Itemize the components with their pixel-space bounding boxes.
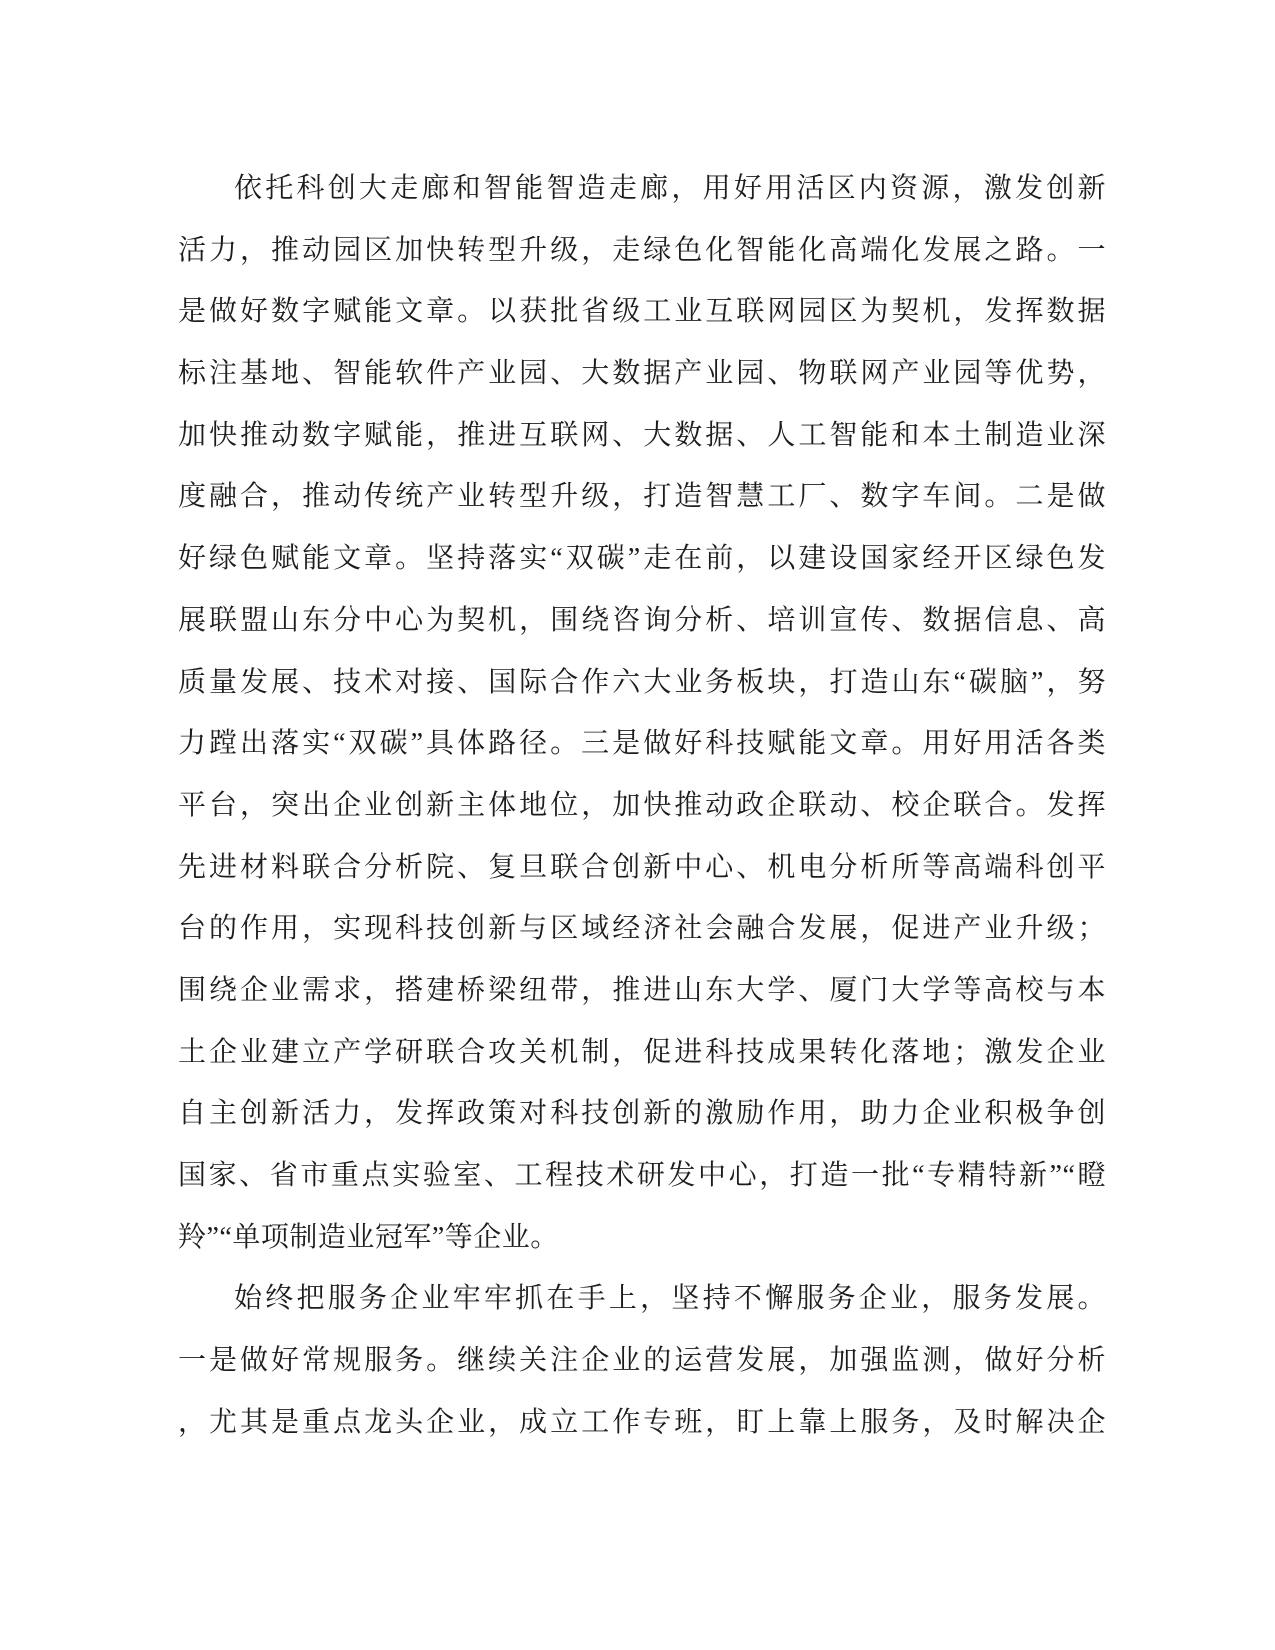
- text-line: 是做好数字赋能文章。以获批省级工业互联网园区为契机，发挥数据: [178, 296, 1106, 328]
- text-line: 围绕企业需求，搭建桥梁纽带，推进山东大学、厦门大学等高校与本: [178, 974, 1106, 1006]
- text-line: 始终把服务企业牢牢抓在手上，坚持不懈服务企业，服务发展。: [234, 1283, 1106, 1315]
- text-line: 先进材料联合分析院、复旦联合创新中心、机电分析所等高端科创平: [178, 851, 1106, 883]
- text-line: 羚”“单项制造业冠军”等企业。: [178, 1221, 559, 1253]
- text-line: 国家、省市重点实验室、工程技术研发中心，打造一批“专精特新”“瞪: [178, 1160, 1106, 1191]
- text-line: 标注基地、智能软件产业园、大数据产业园、物联网产业园等优势，: [178, 358, 1106, 390]
- text-line: 活力，推动园区加快转型升级，走绿色化智能化高端化发展之路。一: [178, 234, 1106, 266]
- text-line: 平台，突出企业创新主体地位，加快推动政企联动、校企联合。发挥: [178, 789, 1106, 821]
- text-line: 力蹚出落实“双碳”具体路径。三是做好科技赋能文章。用好用活各类: [178, 728, 1106, 760]
- text-line: 土企业建立产学研联合攻关机制，促进科技成果转化落地；激发企业: [178, 1036, 1106, 1068]
- text-line: ，尤其是重点龙头企业，成立工作专班，盯上靠上服务，及时解决企: [178, 1406, 1106, 1438]
- text-line: 自主创新活力，发挥政策对科技创新的激励作用，助力企业积极争创: [178, 1098, 1106, 1130]
- document-body: [178, 158, 1106, 1453]
- text-line: 度融合，推动传统产业转型升级，打造智慧工厂、数字车间。二是做: [178, 481, 1106, 513]
- text-line: 一是做好常规服务。继续关注企业的运营发展，加强监测，做好分析: [178, 1345, 1106, 1377]
- text-line: 好绿色赋能文章。坚持落实“双碳”走在前，以建设国家经开区绿色发: [178, 543, 1106, 575]
- paragraph-1: [178, 158, 1106, 1268]
- text-line: 台的作用，实现科技创新与区域经济社会融合发展，促进产业升级；: [178, 913, 1106, 945]
- text-line: 依托科创大走廊和智能智造走廊，用好用活区内资源，激发创新: [234, 173, 1106, 204]
- paragraph-2: [178, 1268, 1106, 1453]
- text-line: 展联盟山东分中心为契机，围绕咨询分析、培训宣传、数据信息、高: [178, 604, 1106, 636]
- text-line: 加快推动数字赋能，推进互联网、大数据、人工智能和本土制造业深: [178, 419, 1106, 451]
- text-line: 质量发展、技术对接、国际合作六大业务板块，打造山东“碳脑”，努: [178, 666, 1106, 698]
